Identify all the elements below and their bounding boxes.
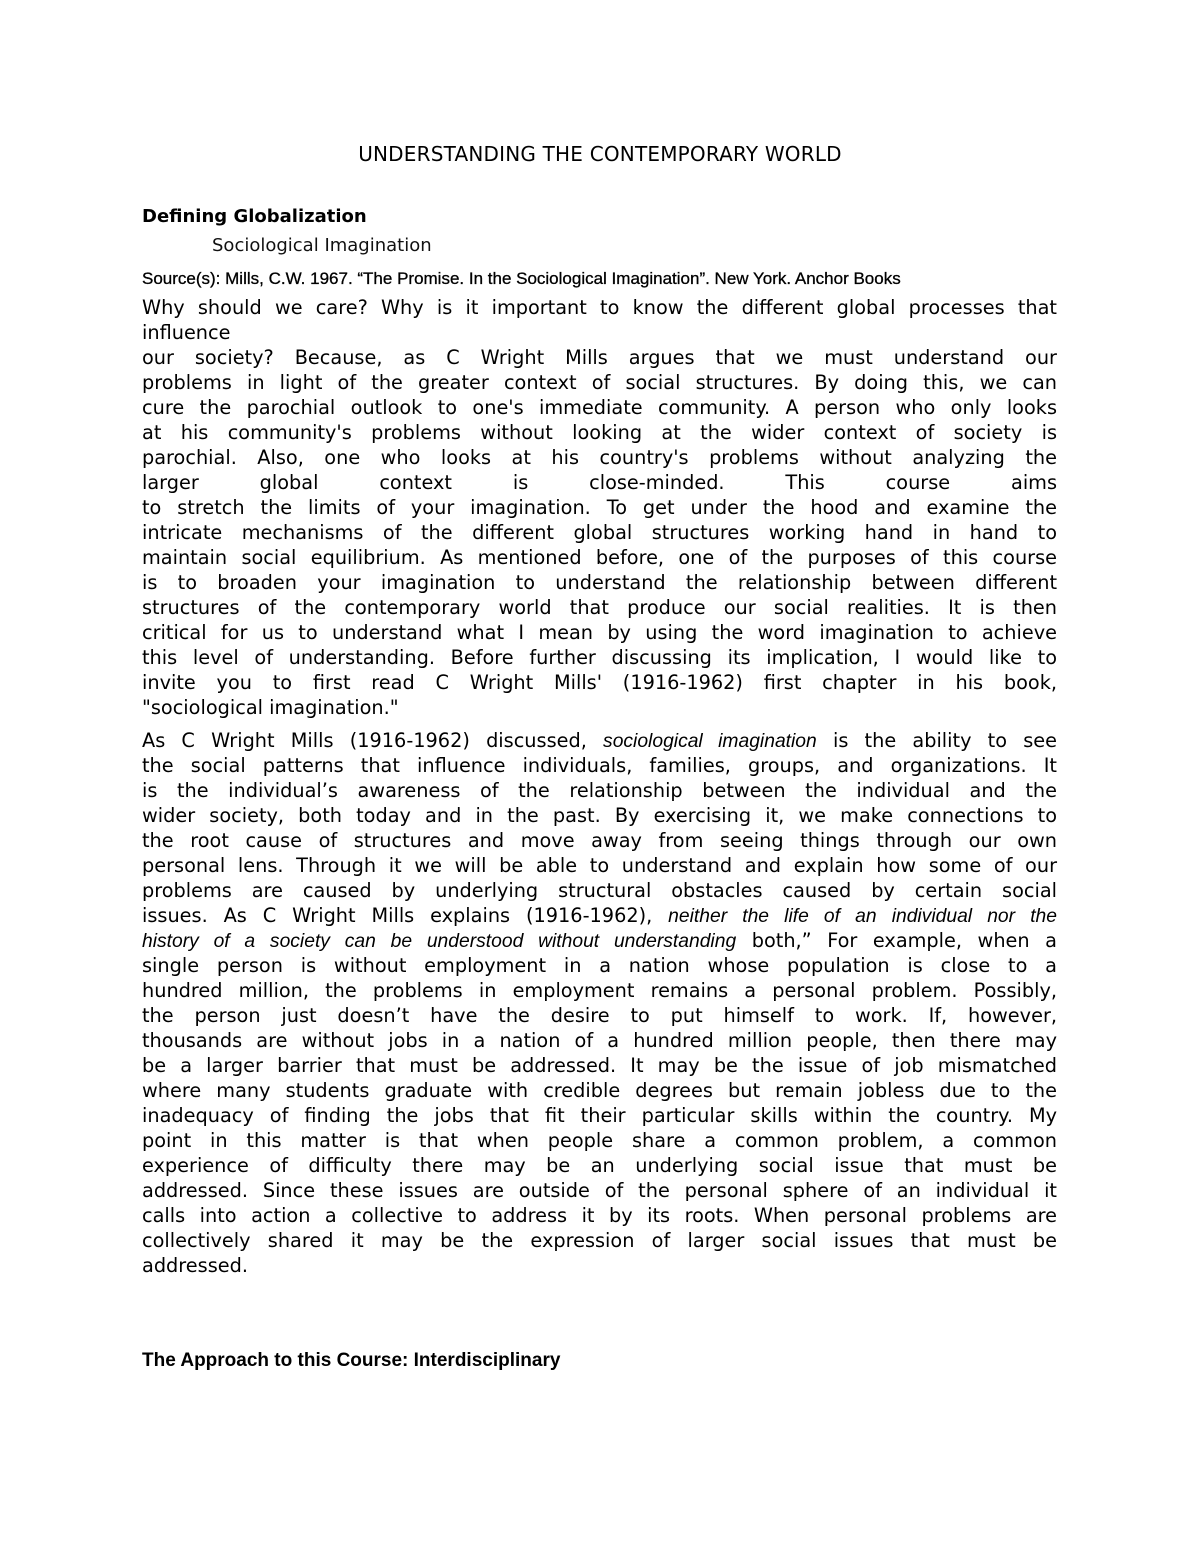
paragraph-line: the person just doesn’t have the desire to put himself to work. If, however, [142, 1004, 1057, 1027]
text-run: As C Wright Mills (1916-1962) discussed, [142, 729, 604, 752]
paragraph-line: problems in light of the greater context of social structures. By doing this, we can [142, 371, 1057, 394]
section-heading-approach: The Approach to this Course: Interdisciplinary [142, 1350, 561, 1371]
paragraph-line: the root cause of structures and move away from seeing things through our own [142, 829, 1057, 852]
paragraph-line: thousands are without jobs in a nation of a hundred million people, then there may [142, 1029, 1057, 1052]
text-run: issues. As C Wright Mills explains (1916-1962), [142, 904, 669, 927]
paragraph-line: hundred million, the problems in employment remains a personal problem. Possibly, [142, 979, 1057, 1002]
italic-quote: neither the life of an individual nor the [668, 906, 1057, 927]
text-run: is the ability to see [816, 729, 1058, 752]
paragraph-line: where many students graduate with credible degrees but remain jobless due to the [142, 1079, 1057, 1102]
paragraph-line: wider society, both today and in the past. By exercising it, we make connections to [142, 804, 1057, 827]
paragraph-line: is to broaden your imagination to understand the relationship between different [142, 571, 1057, 594]
paragraph-line: point in this matter is that when people share a common problem, a common [142, 1129, 1057, 1152]
paragraph-line: cure the parochial outlook to one's immediate community. A person who only looks [142, 396, 1057, 419]
paragraph-line: to stretch the limits of your imagination. To get under the hood and examine the [142, 496, 1057, 519]
paragraph-line: addressed. Since these issues are outside of the personal sphere of an individual it [142, 1179, 1057, 1202]
text-run: both,” For example, when a [736, 929, 1057, 952]
paragraph-line: this level of understanding. Before further discussing its implication, I would like to [142, 646, 1057, 669]
paragraph-line: Why should we care? Why is it important to know the different global processes that [142, 296, 1057, 319]
paragraph-sociological-imagination [142, 728, 1057, 1278]
document-title: UNDERSTANDING THE CONTEMPORARY WORLD [358, 142, 842, 166]
italic-term: sociological imagination [603, 731, 817, 752]
subheading-sociological-imagination: Sociological Imagination [212, 235, 432, 256]
paragraph-line: critical for us to understand what I mean by using the word imagination to achieve [142, 621, 1057, 644]
paragraph-line: at his community's problems without looking at the wider context of society is [142, 421, 1057, 444]
paragraph-line: personal lens. Through it we will be able to understand and explain how some of our [142, 854, 1057, 877]
section-heading-defining-globalization: Defining Globalization [142, 206, 367, 227]
paragraph-line: calls into action a collective to address it by its roots. When personal problems are [142, 1204, 1057, 1227]
paragraph-line: be a larger barrier that must be addressed. It may be the issue of job mismatched [142, 1054, 1057, 1077]
paragraph-line: influence [142, 321, 231, 344]
paragraph-line: addressed. [142, 1254, 248, 1277]
paragraph-why-care [142, 295, 1057, 720]
paragraph-line: our society? Because, as C Wright Mills argues that we must understand our [142, 346, 1057, 369]
paragraph-line: inadequacy of finding the jobs that fit their particular skills within the country. My [142, 1104, 1057, 1127]
paragraph-line: is the individual’s awareness of the relationship between the individual and the [142, 779, 1057, 802]
paragraph-line: experience of difficulty there may be an underlying social issue that must be [142, 1154, 1057, 1177]
paragraph-line: parochial. Also, one who looks at his country's problems without analyzing the [142, 446, 1057, 469]
paragraph-line: invite you to first read C Wright Mills' (1916-1962) first chapter in his book, [142, 671, 1057, 694]
paragraph-line: "sociological imagination." [142, 696, 399, 719]
paragraph-line [142, 903, 1057, 928]
paragraph-line: larger global context is close-minded. This course aims [142, 471, 1057, 494]
paragraph-line: problems are caused by underlying structural obstacles caused by certain social [142, 879, 1057, 902]
source-citation: Source(s): Mills, C.W. 1967. “The Promise. In the Sociological Imagination”. New York. Anchor Books [142, 269, 901, 288]
paragraph-line: the social patterns that influence individuals, families, groups, and organizations. It [142, 754, 1057, 777]
paragraph-line: structures of the contemporary world that produce our social realities. It is then [142, 596, 1057, 619]
paragraph-line: collectively shared it may be the expression of larger social issues that must be [142, 1229, 1057, 1252]
paragraph-line: maintain social equilibrium. As mentioned before, one of the purposes of this course [142, 546, 1057, 569]
paragraph-line [142, 728, 1057, 753]
paragraph-line [142, 928, 1057, 953]
paragraph-line: intricate mechanisms of the different global structures working hand in hand to [142, 521, 1057, 544]
italic-quote: history of a society can be understood without understanding [142, 931, 737, 952]
paragraph-line: single person is without employment in a nation whose population is close to a [142, 954, 1057, 977]
